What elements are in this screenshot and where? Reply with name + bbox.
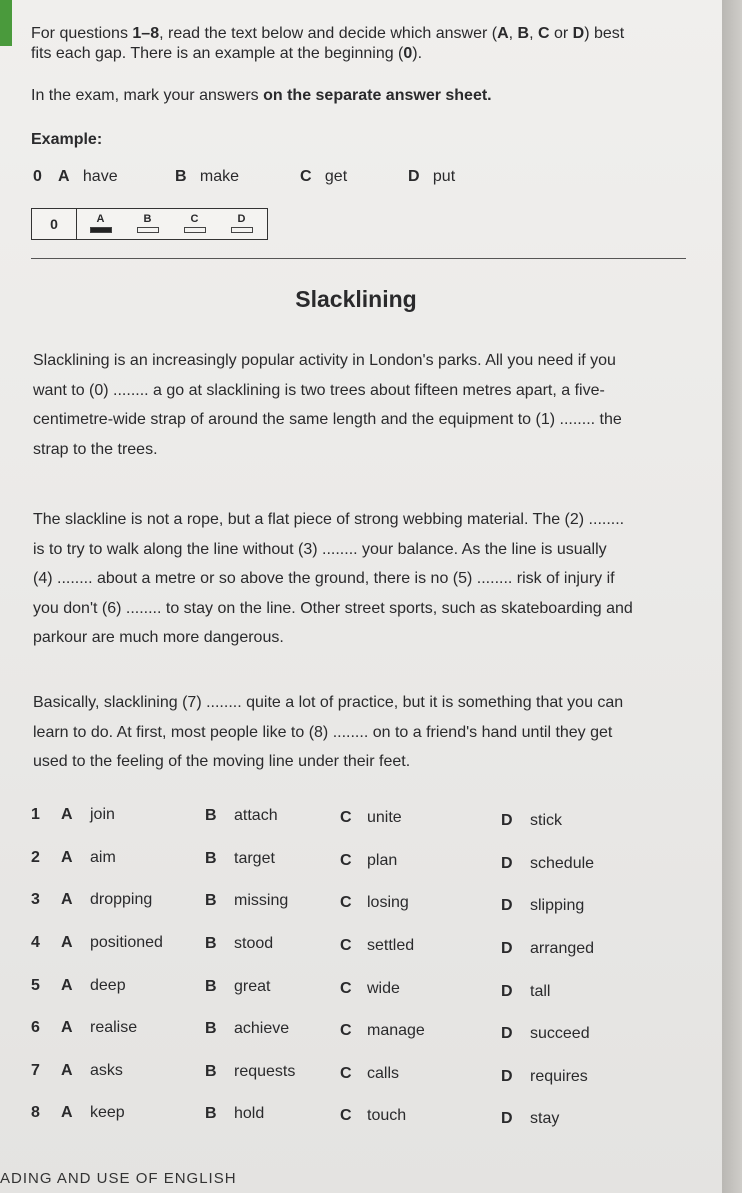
- question-number: 6: [31, 1019, 40, 1036]
- option-word-d: stick: [530, 812, 562, 829]
- option-letter-c: C: [340, 1107, 352, 1124]
- option-word-c: losing: [367, 894, 409, 911]
- option-letter-c: C: [340, 852, 352, 869]
- option-letter-c: C: [340, 1022, 352, 1039]
- option-letter-d: D: [501, 940, 513, 957]
- grid-option-b: B: [124, 209, 171, 239]
- example-option-a: A have: [58, 168, 118, 185]
- option-word-c: touch: [367, 1107, 407, 1124]
- next-page-edge: [722, 0, 742, 1193]
- question-number: 1: [31, 806, 40, 823]
- option-word-d: stay: [530, 1110, 560, 1127]
- option-letter-b: B: [205, 850, 217, 867]
- option-word-b: hold: [234, 1105, 265, 1122]
- question-number: 3: [31, 891, 40, 908]
- option-word-c: wide: [367, 980, 400, 997]
- option-word-d: succeed: [530, 1025, 590, 1042]
- option-word-c: manage: [367, 1022, 425, 1039]
- option-word-b: attach: [234, 807, 278, 824]
- option-word-a: aim: [90, 849, 116, 866]
- example-answer-grid: [31, 208, 268, 240]
- example-number: 0: [33, 168, 42, 185]
- option-letter-b: B: [205, 807, 217, 824]
- option-letter-d: D: [501, 1025, 513, 1042]
- option-letter-c: C: [340, 894, 352, 911]
- option-word-d: arranged: [530, 940, 595, 957]
- option-word-a: positioned: [90, 934, 163, 951]
- option-word-b: target: [234, 850, 275, 867]
- exam-instruction: In the exam, mark your answers on the separate answer sheet.: [31, 87, 492, 104]
- option-letter-d: D: [501, 1068, 513, 1085]
- option-word-b: achieve: [234, 1020, 290, 1037]
- footer-section-title: ADING AND USE OF ENGLISH: [0, 1170, 237, 1187]
- option-word-b: stood: [234, 935, 274, 952]
- question-number: 2: [31, 849, 40, 866]
- grid-mark-filled: [90, 227, 112, 233]
- option-letter-d: D: [501, 855, 513, 872]
- option-letter-a: A: [61, 891, 73, 908]
- option-word-a: dropping: [90, 891, 153, 908]
- option-word-a: asks: [90, 1062, 123, 1079]
- example-option-c: C get: [300, 168, 348, 185]
- option-word-c: calls: [367, 1065, 400, 1082]
- option-letter-c: C: [340, 809, 352, 826]
- option-word-d: schedule: [530, 855, 595, 872]
- option-letter-c: C: [340, 980, 352, 997]
- question-number: 4: [31, 934, 40, 951]
- option-letter-b: B: [205, 1020, 217, 1037]
- option-word-b: missing: [234, 892, 289, 909]
- option-word-b: requests: [234, 1063, 296, 1080]
- option-letter-d: D: [501, 983, 513, 1000]
- option-letter-b: B: [205, 1063, 217, 1080]
- option-letter-b: B: [205, 978, 217, 995]
- option-letter-c: C: [340, 1065, 352, 1082]
- divider: [31, 258, 686, 259]
- option-word-a: join: [90, 806, 115, 823]
- option-letter-b: B: [205, 892, 217, 909]
- grid-mark-empty: [184, 227, 206, 233]
- grid-mark-empty: [137, 227, 159, 233]
- option-word-d: requires: [530, 1068, 588, 1085]
- option-letter-b: B: [205, 935, 217, 952]
- option-word-c: settled: [367, 937, 415, 954]
- option-letter-d: D: [501, 812, 513, 829]
- option-letter-a: A: [61, 934, 73, 951]
- option-word-b: great: [234, 978, 271, 995]
- option-letter-b: B: [205, 1105, 217, 1122]
- paragraph-2: The slackline is not a rope, but a flat piece of strong webbing material. The (2) ........ is to try to walk along the line without (3) ........ your balance. As the line is usually (4) ........ about a metre or so above the ground, there is no (5) ........ risk of injury if you don't (6) ........ to stay on the line. Other street sports, such as skateboarding and parkour are much more dangerous.: [33, 511, 633, 646]
- option-word-c: plan: [367, 852, 398, 869]
- grid-option-d: D: [218, 209, 265, 239]
- instructions: For questions 1–8, read the text below and decide which answer (A, B, C or D) best fits each gap. There is an example at the beginning (0).: [31, 25, 625, 62]
- option-letter-a: A: [61, 806, 73, 823]
- grid-mark-empty: [231, 227, 253, 233]
- option-word-c: unite: [367, 809, 402, 826]
- paragraph-1: Slacklining is an increasingly popular activity in London's parks. All you need if you want to (0) ........ a go at slacklining is two trees about fifteen metres apart, a five- centimetre-wide strap of around the same length and the equipment to (1) ........ the strap to the trees.: [33, 352, 622, 458]
- option-word-d: tall: [530, 983, 551, 1000]
- option-letter-a: A: [61, 1062, 73, 1079]
- text-title: Slacklining: [295, 286, 417, 312]
- paragraph-3: Basically, slacklining (7) ........ quite a lot of practice, but it is something that you can learn to do. At first, most people like to (8) ........ on to a friend's hand until they get used to the feeling of the moving line under their feet.: [33, 694, 624, 770]
- option-letter-a: A: [61, 977, 73, 994]
- example-label: Example:: [31, 131, 103, 148]
- option-letter-a: A: [61, 1019, 73, 1036]
- option-word-a: deep: [90, 977, 126, 994]
- option-word-a: realise: [90, 1019, 138, 1036]
- grid-number: 0: [32, 209, 77, 239]
- option-letter-d: D: [501, 897, 513, 914]
- question-number: 5: [31, 977, 40, 994]
- grid-option-a: A: [77, 209, 124, 239]
- option-word-d: slipping: [530, 897, 585, 914]
- option-letter-c: C: [340, 937, 352, 954]
- question-number: 7: [31, 1062, 40, 1079]
- green-tab: [0, 0, 12, 46]
- example-option-b: B make: [175, 168, 240, 185]
- option-letter-a: A: [61, 1104, 73, 1121]
- grid-option-c: C: [171, 209, 218, 239]
- option-letter-a: A: [61, 849, 73, 866]
- option-letter-d: D: [501, 1110, 513, 1127]
- option-word-a: keep: [90, 1104, 125, 1121]
- example-option-d: D put: [408, 168, 456, 185]
- question-number: 8: [31, 1104, 40, 1121]
